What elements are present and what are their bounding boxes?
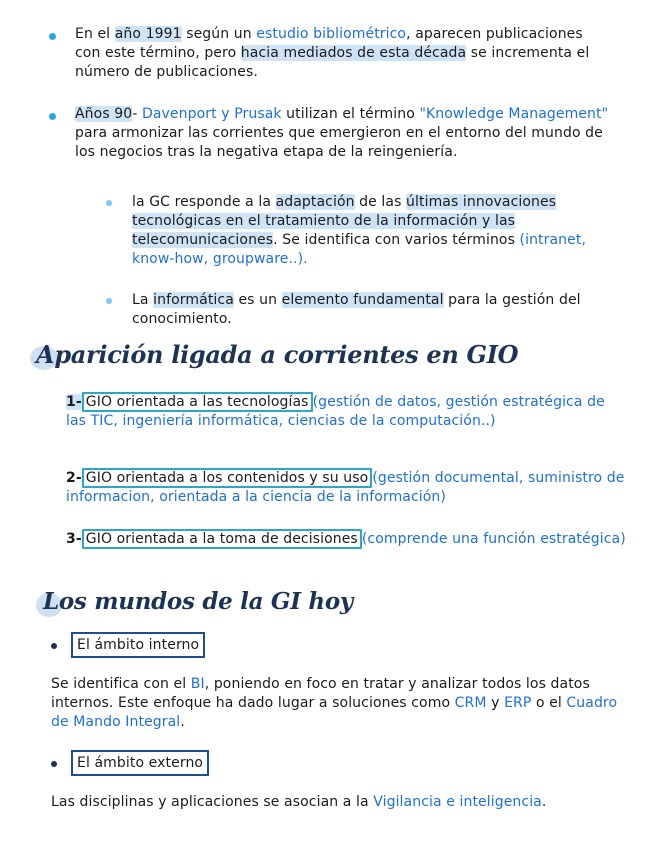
boxed-label: GIO orientada a las tecnologías xyxy=(82,392,313,412)
highlight: últimas innovaciones tecnológicas en el tratamiento de la información y las telecomunicaciones xyxy=(132,194,557,248)
highlight: año 1991 xyxy=(114,26,182,42)
paragraph-gc: la GC responde a la adaptación de las últimas innovaciones tecnológicas en el tratamiento de la información y las telecomunicaciones. Se identifica con varios términos (intranet, know-how, groupware..). xyxy=(132,194,587,267)
subbullet-dot xyxy=(106,298,112,304)
gio-item-2: 2- GIO orientada a los contenidos y su uso (gestión documental, suministro de informacion, orientada a la ciencia de la información) xyxy=(66,470,625,505)
ambito-externo-label: El ámbito externo xyxy=(71,750,209,776)
section-heading-gio: Aparición ligada a corrientes en GIO xyxy=(36,340,519,369)
paragraph-1991: En el año 1991 según un estudio bibliométrico, aparecen publicaciones con este término, pero hacia mediados de esta década se incrementa el número de publicaciones. xyxy=(75,26,590,80)
bullet-dot xyxy=(49,113,56,120)
highlight: hacia mediados de esta década xyxy=(240,45,467,61)
paragraph-informatica: La informática es un elemento fundamental para la gestión del conocimiento. xyxy=(132,292,581,327)
bullet-dot xyxy=(51,643,57,649)
subbullet-dot xyxy=(106,200,112,206)
highlight: adaptación xyxy=(275,194,355,210)
bullet-dot xyxy=(49,33,56,40)
paragraph-externo: Las disciplinas y aplicaciones se asocian a la Vigilancia e inteligencia. xyxy=(51,794,547,810)
bullet-dot xyxy=(51,761,57,767)
boxed-label: GIO orientada a la toma de decisiones xyxy=(82,529,362,549)
gio-item-3: 3- GIO orientada a la toma de decisiones (comprende una función estratégica) xyxy=(66,531,626,547)
paragraph-anos-90: Años 90- Davenport y Prusak utilizan el término "Knowledge Management" para armonizar las corrientes que emergieron en el entorno del mundo de los negocios tras la negativa etapa de la reingeniería. xyxy=(75,106,609,160)
ambito-interno-label: El ámbito interno xyxy=(71,632,205,658)
paragraph-interno: Se identifica con el BI, poniendo en foco en tratar y analizar todos los datos internos. Este enfoque ha dado lugar a soluciones como CRM y ERP o el Cuadro de Mando Integral. xyxy=(51,676,618,730)
highlight: Años 90 xyxy=(75,106,133,122)
highlight: informática xyxy=(153,292,234,308)
section-heading-mundos: Los mundos de la GI hoy xyxy=(43,588,353,615)
boxed-label: GIO orientada a los contenidos y su uso xyxy=(82,468,373,488)
gio-item-1: 1- GIO orientada a las tecnologías (gestión de datos, gestión estratégica de las TIC, ingeniería informática, ciencias de la computación..) xyxy=(66,394,605,429)
highlight: elemento fundamental xyxy=(281,292,444,308)
